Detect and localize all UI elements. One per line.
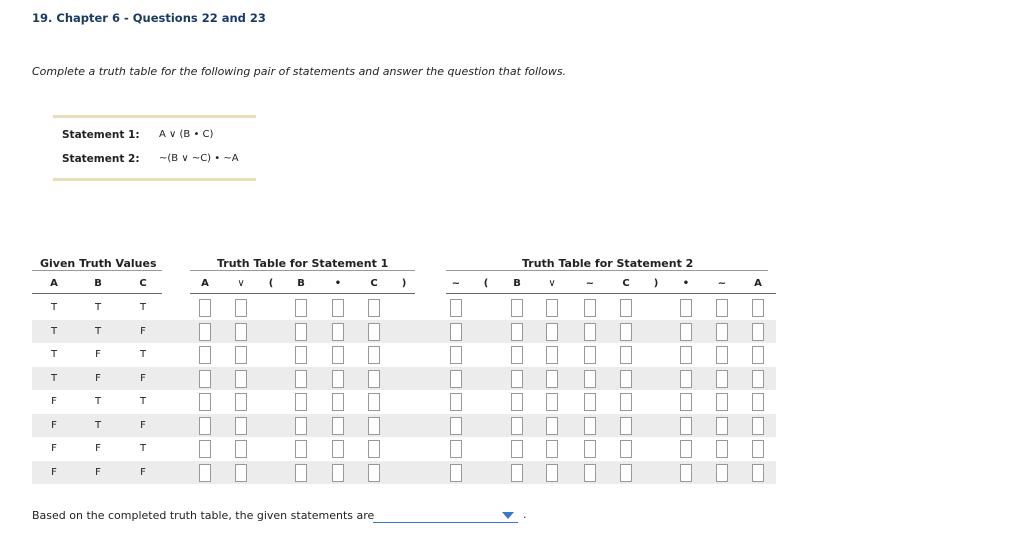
given-truth-value: T xyxy=(139,302,147,313)
s1-col-header: ) xyxy=(401,278,407,289)
s1-answer-box[interactable] xyxy=(368,370,380,388)
s2-answer-box[interactable] xyxy=(546,464,558,482)
s2-answer-box[interactable] xyxy=(546,393,558,411)
given-truth-value: T xyxy=(94,302,102,313)
s2-answer-box[interactable] xyxy=(680,417,692,435)
s1-answer-box[interactable] xyxy=(295,346,307,364)
s1-answer-box[interactable] xyxy=(235,464,247,482)
given-truth-value: T xyxy=(94,396,102,407)
s2-answer-box[interactable] xyxy=(620,464,632,482)
statement-1-row xyxy=(62,129,213,141)
s1-answer-box[interactable] xyxy=(332,323,344,341)
statement-1-label: Statement 1: xyxy=(62,129,140,141)
s2-answer-box[interactable] xyxy=(752,440,764,458)
s2-answer-box[interactable] xyxy=(716,299,728,317)
statement-1-table-heading: Truth Table for Statement 1 xyxy=(217,257,389,270)
s2-answer-box[interactable] xyxy=(680,323,692,341)
s2-answer-box[interactable] xyxy=(450,393,462,411)
s2-answer-box[interactable] xyxy=(716,393,728,411)
s2-answer-box[interactable] xyxy=(511,299,523,317)
given-truth-value: T xyxy=(50,325,58,337)
s2-answer-box[interactable] xyxy=(680,464,692,482)
s2-col-header: ∨ xyxy=(548,278,556,289)
statements-box xyxy=(53,115,256,181)
s1-answer-box[interactable] xyxy=(235,417,247,435)
s2-answer-box[interactable] xyxy=(752,299,764,317)
s1-answer-box[interactable] xyxy=(295,417,307,435)
s2-answer-box[interactable] xyxy=(584,417,596,435)
s2-answer-box[interactable] xyxy=(620,393,632,411)
s2-answer-box[interactable] xyxy=(450,417,462,435)
s2-answer-box[interactable] xyxy=(450,370,462,388)
s1-answer-box[interactable] xyxy=(332,440,344,458)
s2-colhead-rule xyxy=(446,293,776,294)
given-colhead-rule xyxy=(32,293,162,294)
s2-col-header: ~ xyxy=(717,278,727,289)
s2-answer-box[interactable] xyxy=(584,464,596,482)
s1-answer-box[interactable] xyxy=(295,370,307,388)
s2-answer-box[interactable] xyxy=(584,393,596,411)
s1-col-header: ∨ xyxy=(237,278,245,289)
s2-answer-box[interactable] xyxy=(680,440,692,458)
given-truth-value: F xyxy=(95,443,101,454)
s1-heading-rule xyxy=(190,270,415,271)
given-col-header: B xyxy=(94,278,102,289)
s1-answer-box[interactable] xyxy=(368,323,380,341)
s2-answer-box[interactable] xyxy=(511,464,523,482)
given-truth-value: T xyxy=(139,396,147,407)
s2-answer-box[interactable] xyxy=(511,440,523,458)
s1-answer-box[interactable] xyxy=(368,440,380,458)
s2-answer-box[interactable] xyxy=(511,393,523,411)
s1-answer-box[interactable] xyxy=(199,370,211,388)
s2-answer-box[interactable] xyxy=(752,417,764,435)
s1-col-header: B xyxy=(297,278,305,289)
given-truth-value: F xyxy=(140,466,146,478)
given-truth-value: F xyxy=(51,396,57,407)
s1-answer-box[interactable] xyxy=(235,346,247,364)
s2-answer-box[interactable] xyxy=(511,370,523,388)
s2-answer-box[interactable] xyxy=(450,464,462,482)
s2-answer-box[interactable] xyxy=(620,323,632,341)
s2-answer-box[interactable] xyxy=(511,346,523,364)
s1-answer-box[interactable] xyxy=(295,464,307,482)
given-heading-rule xyxy=(32,270,162,271)
s1-answer-box[interactable] xyxy=(199,323,211,341)
s2-heading-rule xyxy=(446,270,768,271)
s1-answer-box[interactable] xyxy=(332,346,344,364)
s2-answer-box[interactable] xyxy=(752,393,764,411)
s2-answer-box[interactable] xyxy=(752,464,764,482)
statement-1-expression: A ∨ (B • C) xyxy=(159,129,214,140)
s1-answer-box[interactable] xyxy=(368,393,380,411)
s1-answer-box[interactable] xyxy=(368,464,380,482)
given-truth-value: F xyxy=(51,466,57,478)
statement-2-label: Statement 2: xyxy=(62,153,140,165)
dropdown-arrow-icon[interactable] xyxy=(502,512,514,519)
s2-answer-box[interactable] xyxy=(716,323,728,341)
s1-answer-box[interactable] xyxy=(199,464,211,482)
s2-answer-box[interactable] xyxy=(752,370,764,388)
given-truth-value: T xyxy=(139,443,147,454)
s2-col-header: B xyxy=(513,278,521,289)
s2-answer-box[interactable] xyxy=(680,370,692,388)
s1-answer-box[interactable] xyxy=(235,440,247,458)
s1-col-header: • xyxy=(334,278,342,289)
s1-answer-box[interactable] xyxy=(332,417,344,435)
s1-answer-box[interactable] xyxy=(368,417,380,435)
given-truth-value: F xyxy=(51,419,57,431)
s2-col-header: C xyxy=(622,278,630,289)
s1-answer-box[interactable] xyxy=(368,346,380,364)
given-truth-value: T xyxy=(50,302,58,313)
s2-answer-box[interactable] xyxy=(450,299,462,317)
statement-2-table-heading: Truth Table for Statement 2 xyxy=(522,257,694,270)
s2-answer-box[interactable] xyxy=(680,299,692,317)
sentence-period: . xyxy=(523,508,527,521)
s2-answer-box[interactable] xyxy=(546,346,558,364)
s2-answer-box[interactable] xyxy=(620,299,632,317)
s1-answer-box[interactable] xyxy=(295,299,307,317)
s1-answer-box[interactable] xyxy=(235,323,247,341)
s2-answer-box[interactable] xyxy=(546,370,558,388)
s1-colhead-rule xyxy=(190,293,415,294)
given-truth-value: F xyxy=(140,325,146,337)
s2-answer-box[interactable] xyxy=(620,440,632,458)
s2-answer-box[interactable] xyxy=(511,323,523,341)
s2-answer-box[interactable] xyxy=(716,464,728,482)
s2-answer-box[interactable] xyxy=(450,440,462,458)
s2-answer-box[interactable] xyxy=(752,346,764,364)
answer-dropdown[interactable] xyxy=(373,507,518,523)
s2-answer-box[interactable] xyxy=(680,346,692,364)
s2-answer-box[interactable] xyxy=(546,417,558,435)
given-col-header: C xyxy=(139,278,147,289)
given-truth-value: T xyxy=(94,325,102,337)
given-truth-value: F xyxy=(140,419,146,431)
given-values-heading: Given Truth Values xyxy=(40,257,157,270)
s2-answer-box[interactable] xyxy=(584,346,596,364)
s2-answer-box[interactable] xyxy=(620,417,632,435)
s1-col-header: C xyxy=(370,278,378,289)
s1-answer-box[interactable] xyxy=(199,417,211,435)
s1-answer-box[interactable] xyxy=(199,346,211,364)
given-truth-value: F xyxy=(95,349,101,360)
s2-col-header: ~ xyxy=(451,278,461,289)
s2-answer-box[interactable] xyxy=(716,440,728,458)
s1-answer-box[interactable] xyxy=(295,393,307,411)
s1-answer-box[interactable] xyxy=(295,323,307,341)
s2-answer-box[interactable] xyxy=(584,299,596,317)
s1-answer-box[interactable] xyxy=(332,393,344,411)
s2-answer-box[interactable] xyxy=(680,393,692,411)
s1-answer-box[interactable] xyxy=(235,370,247,388)
s1-answer-box[interactable] xyxy=(235,299,247,317)
s1-answer-box[interactable] xyxy=(199,393,211,411)
statement-2-expression: ~(B ∨ ~C) • ~A xyxy=(159,153,239,164)
s2-answer-box[interactable] xyxy=(546,323,558,341)
s2-answer-box[interactable] xyxy=(716,417,728,435)
s2-answer-box[interactable] xyxy=(584,370,596,388)
given-truth-value: T xyxy=(94,419,102,431)
given-truth-value: F xyxy=(51,443,57,454)
s2-answer-box[interactable] xyxy=(450,346,462,364)
s1-answer-box[interactable] xyxy=(295,440,307,458)
statement-2-row xyxy=(62,153,239,165)
question-title: 19. Chapter 6 - Questions 22 and 23 xyxy=(32,11,266,25)
s2-col-header: ~ xyxy=(585,278,595,289)
s2-col-header: A xyxy=(754,278,762,289)
s2-answer-box[interactable] xyxy=(716,370,728,388)
given-truth-value: F xyxy=(140,372,146,384)
given-truth-value: T xyxy=(50,372,58,384)
given-truth-value: T xyxy=(50,349,58,360)
s2-col-header: ( xyxy=(483,278,489,289)
question-text: Based on the completed truth table, the given statements are xyxy=(32,509,375,522)
s2-answer-box[interactable] xyxy=(752,323,764,341)
s1-answer-box[interactable] xyxy=(332,464,344,482)
given-col-header: A xyxy=(50,278,58,289)
s1-answer-box[interactable] xyxy=(332,299,344,317)
s2-answer-box[interactable] xyxy=(546,440,558,458)
s1-answer-box[interactable] xyxy=(235,393,247,411)
s2-answer-box[interactable] xyxy=(716,346,728,364)
s1-answer-box[interactable] xyxy=(368,299,380,317)
s1-col-header: A xyxy=(201,278,209,289)
given-truth-value: F xyxy=(95,372,101,384)
s2-answer-box[interactable] xyxy=(584,440,596,458)
s2-answer-box[interactable] xyxy=(511,417,523,435)
s2-answer-box[interactable] xyxy=(620,370,632,388)
s1-col-header: ( xyxy=(268,278,274,289)
s2-answer-box[interactable] xyxy=(450,323,462,341)
s2-col-header: • xyxy=(682,278,690,289)
given-truth-value: T xyxy=(139,349,147,360)
given-truth-value: F xyxy=(95,466,101,478)
s2-col-header: ) xyxy=(653,278,659,289)
instructions-text: Complete a truth table for the following pair of statements and answer the question that follows. xyxy=(32,65,567,78)
s2-answer-box[interactable] xyxy=(620,346,632,364)
s1-answer-box[interactable] xyxy=(332,370,344,388)
s1-answer-box[interactable] xyxy=(199,299,211,317)
s2-answer-box[interactable] xyxy=(546,299,558,317)
s1-answer-box[interactable] xyxy=(199,440,211,458)
s2-answer-box[interactable] xyxy=(584,323,596,341)
